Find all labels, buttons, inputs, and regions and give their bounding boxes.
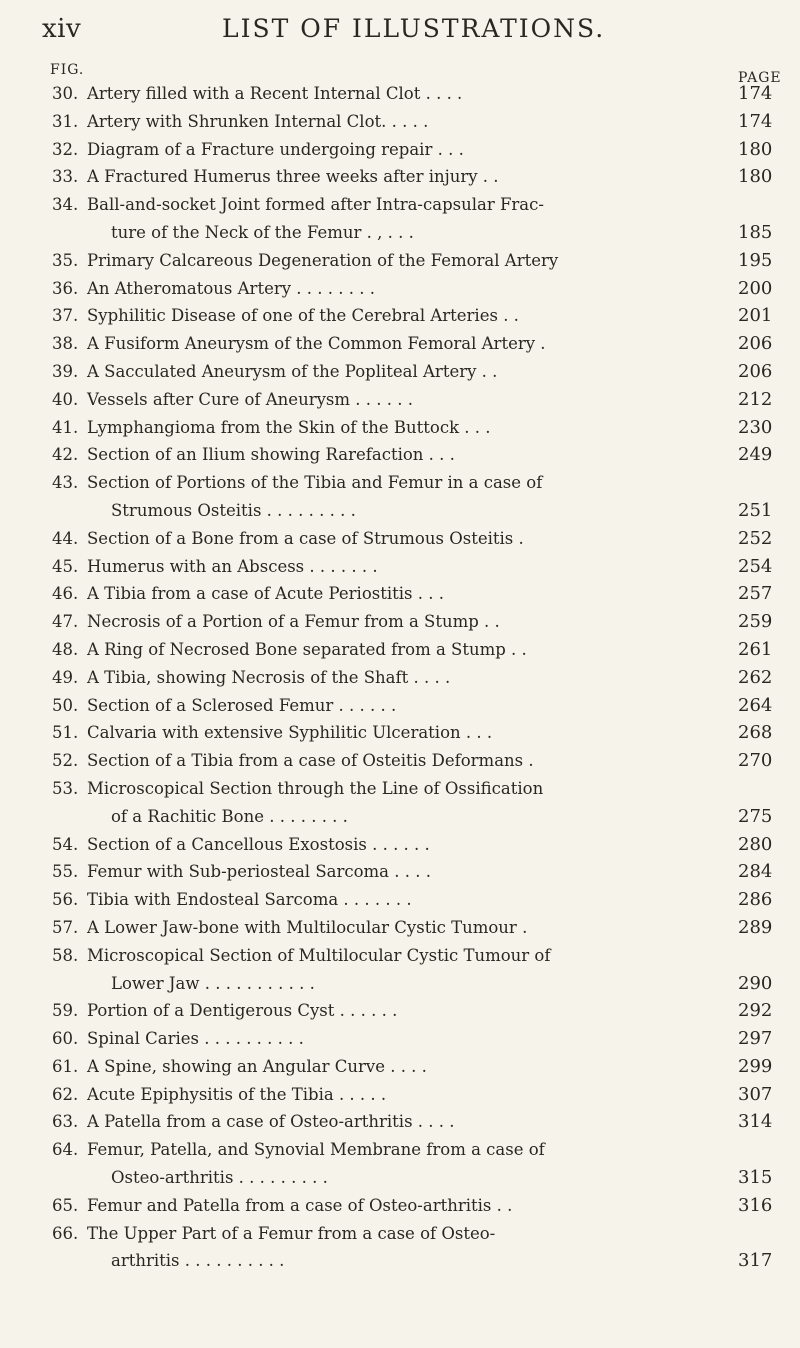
- figure-caption: Syphilitic Disease of one of the Cerebral Arteries . .: [87, 306, 519, 326]
- figure-number: 63.: [52, 1112, 79, 1132]
- figure-caption: Vessels after Cure of Aneurysm . . . . . .: [87, 389, 413, 409]
- page-header: [42, 10, 732, 50]
- entry-line: [0, 80, 800, 108]
- figure-number: 43.: [52, 473, 79, 493]
- entry-line: [0, 1192, 800, 1220]
- figure-caption: Osteo-arthritis . . . . . . . . .: [111, 1168, 328, 1188]
- entry-line: [0, 692, 800, 720]
- page-reference: 307: [738, 1083, 773, 1105]
- figure-caption: Lower Jaw . . . . . . . . . . .: [111, 973, 315, 993]
- list-item: [0, 747, 800, 775]
- list-item: [0, 692, 800, 720]
- entry-line: [0, 1053, 800, 1081]
- list-item: [0, 914, 800, 942]
- page-reference: 299: [738, 1055, 773, 1077]
- list-item: [0, 1025, 800, 1053]
- entry-line: [0, 1220, 800, 1248]
- figure-number: 62.: [52, 1084, 79, 1104]
- figure-number: 57.: [52, 917, 79, 937]
- entry-line: [0, 831, 800, 859]
- entry-line: [0, 608, 800, 636]
- figure-number: 30.: [52, 84, 79, 103]
- page-reference: 254: [738, 555, 773, 577]
- figure-caption: Ball-and-socket Joint formed after Intra-capsular Frac-: [87, 195, 544, 215]
- page-reference: 259: [738, 611, 773, 633]
- entry-line: [0, 942, 800, 970]
- entry-line: [0, 191, 800, 219]
- list-item: [0, 191, 800, 247]
- figure-caption: Femur with Sub-periosteal Sarcoma . . . .: [87, 862, 431, 882]
- figure-caption: Artery filled with a Recent Internal Clot . . . .: [87, 84, 463, 103]
- page-reference: 264: [738, 694, 773, 716]
- entry-line: [0, 1081, 800, 1109]
- entry-line: [0, 275, 800, 303]
- figure-number: 50.: [52, 695, 79, 715]
- page-reference: 314: [738, 1111, 773, 1133]
- figure-caption: A Fractured Humerus three weeks after injury . .: [87, 167, 499, 187]
- page-reference: 284: [738, 861, 773, 883]
- page-reference: 200: [738, 277, 773, 299]
- page-reference: 289: [738, 916, 773, 938]
- page-reference: 315: [738, 1167, 773, 1189]
- figure-number: 31.: [52, 111, 79, 131]
- figure-caption: A Patella from a case of Osteo-arthritis . . . .: [87, 1112, 455, 1132]
- figure-number: 59.: [52, 1001, 79, 1021]
- figure-number: 52.: [52, 751, 79, 771]
- page-reference: 261: [738, 638, 773, 660]
- list-item: [0, 1108, 800, 1136]
- figure-number: 47.: [52, 612, 79, 632]
- figure-caption: Section of a Bone from a case of Strumous Osteitis .: [87, 528, 524, 548]
- list-item: [0, 997, 800, 1025]
- list-item: [0, 386, 800, 414]
- entry-line: [0, 386, 800, 414]
- figure-caption: arthritis . . . . . . . . . .: [111, 1251, 285, 1271]
- figure-caption: Diagram of a Fracture undergoing repair . . .: [87, 139, 464, 159]
- page-reference: 275: [738, 805, 773, 827]
- figure-number: 64.: [52, 1140, 79, 1160]
- page-number: xiv: [42, 14, 82, 44]
- entry-line: [0, 414, 800, 442]
- figure-caption: Femur, Patella, and Synovial Membrane from a case of: [87, 1140, 545, 1160]
- figure-number: 53.: [52, 778, 79, 798]
- figure-caption: The Upper Part of a Femur from a case of Osteo-: [87, 1223, 496, 1243]
- figure-caption: Lymphangioma from the Skin of the Buttock . . .: [87, 417, 491, 437]
- figure-number: 38.: [52, 334, 79, 354]
- entry-continuation-line: [0, 1164, 800, 1192]
- entry-line: [0, 108, 800, 136]
- entry-line: [0, 886, 800, 914]
- figure-number: 66.: [52, 1223, 79, 1243]
- page-reference: 174: [738, 83, 773, 104]
- figure-caption: A Tibia, showing Necrosis of the Shaft . . . .: [87, 667, 451, 687]
- figure-number: 35.: [52, 250, 79, 270]
- figure-caption: A Fusiform Aneurysm of the Common Femoral Artery .: [87, 334, 546, 354]
- figure-number: 41.: [52, 417, 79, 437]
- figure-caption: Calvaria with extensive Syphilitic Ulceration . . .: [87, 723, 493, 743]
- list-item: [0, 1136, 800, 1192]
- figure-caption: Section of a Sclerosed Femur . . . . . .: [87, 695, 397, 715]
- page-reference: 201: [738, 305, 773, 327]
- list-item: [0, 1053, 800, 1081]
- page-column-label: PAGE: [738, 70, 782, 86]
- page-reference: 292: [738, 1000, 773, 1022]
- figure-caption: ture of the Neck of the Femur . , . . .: [111, 222, 414, 242]
- list-item: [0, 80, 800, 108]
- figure-caption: An Atheromatous Artery . . . . . . . .: [87, 278, 375, 298]
- list-item: [0, 358, 800, 386]
- entry-line: [0, 469, 800, 497]
- figure-caption: A Lower Jaw-bone with Multilocular Cystic Tumour .: [87, 917, 528, 937]
- figure-caption: Necrosis of a Portion of a Femur from a Stump . .: [87, 612, 500, 632]
- figure-caption: Section of an Ilium showing Rarefaction . . .: [87, 445, 455, 465]
- list-item: [0, 942, 800, 998]
- illustrations-list: [0, 80, 800, 1275]
- figure-caption: Spinal Caries . . . . . . . . . .: [87, 1029, 304, 1049]
- entry-line: [0, 747, 800, 775]
- figure-caption: Primary Calcareous Degeneration of the Femoral Artery: [87, 250, 559, 270]
- figure-number: 56.: [52, 890, 79, 910]
- list-item: [0, 247, 800, 275]
- page-reference: 290: [738, 972, 773, 994]
- page-reference: 252: [738, 527, 773, 549]
- page-reference: 180: [738, 138, 773, 160]
- page-reference: 249: [738, 444, 773, 466]
- list-item: [0, 525, 800, 553]
- page-reference: 262: [738, 666, 773, 688]
- figure-caption: Section of a Tibia from a case of Osteitis Deformans .: [87, 751, 534, 771]
- page-reference: 206: [738, 333, 773, 355]
- page-title: LIST OF ILLUSTRATIONS.: [222, 14, 606, 43]
- figure-number: 34.: [52, 195, 79, 215]
- figure-number: 46.: [52, 584, 79, 604]
- entry-line: [0, 1108, 800, 1136]
- entry-line: [0, 775, 800, 803]
- list-item: [0, 441, 800, 469]
- figure-number: 54.: [52, 834, 79, 854]
- page-reference: 317: [738, 1250, 773, 1272]
- figure-caption: Strumous Osteitis . . . . . . . . .: [111, 500, 356, 520]
- entry-line: [0, 1136, 800, 1164]
- figure-number: 51.: [52, 723, 79, 743]
- list-item: [0, 1220, 800, 1276]
- fig-column-label: FIG.: [50, 62, 85, 78]
- figure-caption: of a Rachitic Bone . . . . . . . .: [111, 806, 348, 826]
- figure-caption: Microscopical Section through the Line of Ossification: [87, 778, 544, 798]
- page-reference: 212: [738, 388, 773, 410]
- page-reference: 286: [738, 889, 773, 911]
- figure-number: 42.: [52, 445, 79, 465]
- figure-number: 33.: [52, 167, 79, 187]
- figure-caption: A Spine, showing an Angular Curve . . . .: [87, 1056, 427, 1076]
- entry-line: [0, 163, 800, 191]
- page-reference: 185: [738, 221, 773, 243]
- entry-continuation-line: [0, 219, 800, 247]
- list-item: [0, 858, 800, 886]
- list-item: [0, 136, 800, 164]
- figure-number: 40.: [52, 389, 79, 409]
- figure-number: 45.: [52, 556, 79, 576]
- list-item: [0, 580, 800, 608]
- page-reference: 230: [738, 416, 773, 438]
- list-item: [0, 330, 800, 358]
- page-reference: 206: [738, 360, 773, 382]
- entry-line: [0, 636, 800, 664]
- entry-line: [0, 664, 800, 692]
- entry-line: [0, 580, 800, 608]
- list-item: [0, 775, 800, 831]
- figure-caption: Section of Portions of the Tibia and Femur in a case of: [87, 473, 543, 493]
- figure-caption: Humerus with an Abscess . . . . . . .: [87, 556, 378, 576]
- figure-number: 55.: [52, 862, 79, 882]
- page-reference: 180: [738, 166, 773, 188]
- entry-line: [0, 136, 800, 164]
- entry-continuation-line: [0, 1247, 800, 1275]
- figure-number: 58.: [52, 945, 79, 965]
- figure-caption: A Tibia from a case of Acute Periostitis . . .: [87, 584, 444, 604]
- entry-continuation-line: [0, 970, 800, 998]
- page-reference: 297: [738, 1028, 773, 1050]
- entry-line: [0, 358, 800, 386]
- figure-number: 49.: [52, 667, 79, 687]
- list-item: [0, 108, 800, 136]
- figure-caption: Femur and Patella from a case of Osteo-arthritis . .: [87, 1195, 513, 1215]
- figure-number: 61.: [52, 1056, 79, 1076]
- list-item: [0, 302, 800, 330]
- figure-number: 39.: [52, 361, 79, 381]
- entry-line: [0, 302, 800, 330]
- figure-caption: Portion of a Dentigerous Cyst . . . . . .: [87, 1001, 398, 1021]
- list-item: [0, 414, 800, 442]
- figure-number: 48.: [52, 639, 79, 659]
- list-item: [0, 553, 800, 581]
- figure-number: 44.: [52, 528, 79, 548]
- entry-line: [0, 1025, 800, 1053]
- figure-caption: A Sacculated Aneurysm of the Popliteal Artery . .: [87, 361, 498, 381]
- figure-caption: Tibia with Endosteal Sarcoma . . . . . . .: [87, 890, 412, 910]
- list-item: [0, 886, 800, 914]
- list-item: [0, 469, 800, 525]
- list-item: [0, 664, 800, 692]
- list-item: [0, 163, 800, 191]
- list-item: [0, 719, 800, 747]
- entry-line: [0, 858, 800, 886]
- figure-number: 32.: [52, 139, 79, 159]
- list-item: [0, 608, 800, 636]
- page-reference: 195: [738, 249, 773, 271]
- page-reference: 257: [738, 583, 773, 605]
- entry-line: [0, 525, 800, 553]
- entry-line: [0, 553, 800, 581]
- page-reference: 268: [738, 722, 773, 744]
- page-reference: 316: [738, 1194, 773, 1216]
- page-reference: 270: [738, 750, 773, 772]
- figure-number: 65.: [52, 1195, 79, 1215]
- figure-caption: A Ring of Necrosed Bone separated from a Stump . .: [87, 639, 527, 659]
- entry-line: [0, 247, 800, 275]
- figure-caption: Microscopical Section of Multilocular Cystic Tumour of: [87, 945, 551, 965]
- figure-caption: Artery with Shrunken Internal Clot. . . . .: [87, 111, 429, 131]
- figure-number: 36.: [52, 278, 79, 298]
- list-item: [0, 831, 800, 859]
- entry-continuation-line: [0, 803, 800, 831]
- page-reference: 280: [738, 833, 773, 855]
- page-reference: 174: [738, 110, 773, 132]
- entry-line: [0, 997, 800, 1025]
- list-item: [0, 1192, 800, 1220]
- figure-number: 37.: [52, 306, 79, 326]
- list-item: [0, 1081, 800, 1109]
- entry-line: [0, 330, 800, 358]
- page-reference: 251: [738, 499, 773, 521]
- figure-caption: Acute Epiphysitis of the Tibia . . . . .: [87, 1084, 387, 1104]
- entry-line: [0, 441, 800, 469]
- list-item: [0, 275, 800, 303]
- entry-line: [0, 719, 800, 747]
- figure-number: 60.: [52, 1029, 79, 1049]
- entry-line: [0, 914, 800, 942]
- list-item: [0, 636, 800, 664]
- entry-continuation-line: [0, 497, 800, 525]
- figure-caption: Section of a Cancellous Exostosis . . . . . .: [87, 834, 430, 854]
